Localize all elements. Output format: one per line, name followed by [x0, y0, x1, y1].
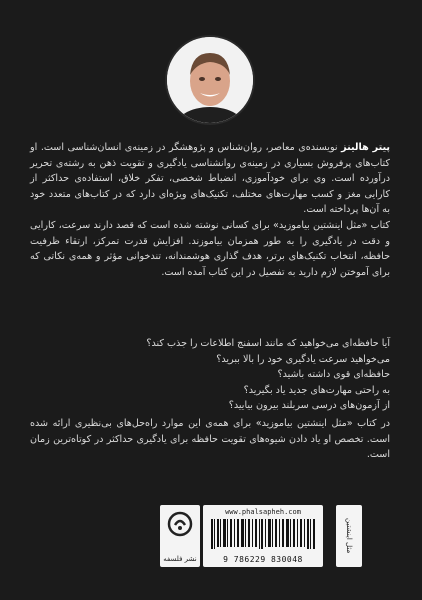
bio-text: نویسنده‌ی معاصر، روان‌شناس و پژوهشگر در زمینه‌ی انسان‌شناسی است. او کتاب‌های پرفروش بسیاری در زمینه‌ی روانشناسی یادگیری و تقویت ذهن به رشته‌ی تحریر درآورده است. وی برای خودآموزی، انضباط شخصی، تفکر خلاق، استفاده‌ی حداکثر از کارایی مغز و کسب مهارت‌های مختلف، تکنیک‌های ویژه‌ای دارد که در کتاب‌های متعدد خود به آن‌ها پرداخته است.	[30, 142, 390, 216]
question-line: می‌خواهید سرعت یادگیری خود را بالا ببرید؟	[216, 353, 390, 365]
title-tag-text: مثل اینشتین	[345, 518, 353, 554]
question-line: به راحتی مهارت‌های جدید یاد بگیرید؟	[243, 384, 390, 396]
book-description: کتاب «مثل اینشتین بیاموزید» برای کسانی نوشته شده است که قصد دارند سرعت، کارایی و دقت در یادگیری را به طور همزمان بیاموزند. افزایش قدرت تمرکز، ارتقاء ظرفیت حافظه، انتخاب تکنیک‌های برتر، هدف گذاری هوشمندانه، تندخوانی مؤثر و همه‌ی نکاتی که برای آموختن لازم دارید به تفصیل در این کتاب آمده است.	[30, 219, 390, 278]
barcode-icon	[211, 519, 315, 549]
publisher-name: نشر فلسفه	[163, 555, 197, 563]
publisher-logo-icon	[167, 511, 193, 537]
barcode-label	[203, 505, 323, 567]
title-tag	[336, 505, 362, 567]
author-name: پیتر هالینز	[341, 142, 390, 153]
questions-block	[30, 336, 390, 463]
question-line: آیا حافظه‌ای می‌خواهید که مانند اسفنج اطلاعات را جذب کند؟	[146, 338, 390, 349]
question-line: حافظه‌ای قوی داشته باشید؟	[277, 369, 390, 381]
publisher-url: www.phalsapheh.com	[225, 508, 301, 516]
summary-text: در کتاب «مثل اینشتین بیاموزید» برای همه‌ی این موارد راه‌حل‌های بی‌نظیری ارائه شده است. تخصص او یاد دادن شیوه‌های تقویت حافظه برای یادگیری حداکثر در کوتاه‌ترین زمان است.	[30, 417, 390, 461]
question-line: از آزمون‌های درسی سربلند بیرون بیایید؟	[228, 400, 390, 412]
author-bio	[30, 140, 390, 280]
bio-paragraph	[30, 140, 390, 218]
author-portrait-icon	[167, 37, 253, 123]
isbn-number: 9 786229 830048	[223, 555, 303, 564]
publisher-logo	[160, 505, 200, 567]
author-photo	[167, 37, 253, 123]
